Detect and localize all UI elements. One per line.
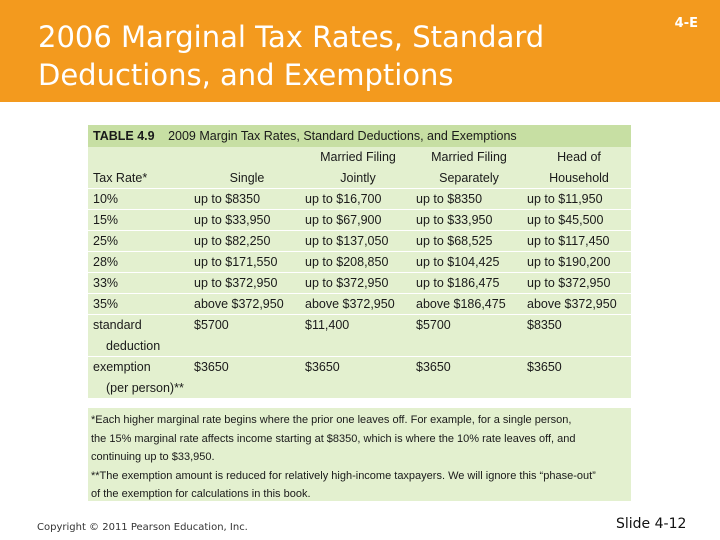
table-cell: up to $82,250 <box>194 234 271 248</box>
table-cell: up to $33,950 <box>416 213 493 227</box>
slide-title-line-1: 2006 Marginal Tax Rates, Standard <box>38 20 545 54</box>
table-footnotes <box>88 408 631 501</box>
table-cell: $3650 <box>416 360 451 374</box>
copyright-notice: Copyright © 2011 Pearson Education, Inc. <box>37 522 248 533</box>
footnote-line: *Each higher marginal rate begins where the prior one leaves off. For example, for a single person, <box>91 414 572 426</box>
table-cell: up to $8350 <box>416 192 483 206</box>
slide-number: Slide 4-12 <box>616 516 687 532</box>
header-cell: Married Filing <box>431 150 507 164</box>
rate-cell: 28% <box>93 255 119 269</box>
header-cell: Single <box>229 171 265 185</box>
table-cell: above $372,950 <box>194 297 284 311</box>
section-tag: 4-E <box>674 16 698 31</box>
table-row <box>88 231 631 252</box>
row-label-sub: (per person)** <box>106 381 184 395</box>
table-cell: above $372,950 <box>305 297 395 311</box>
footnote-line: of the exemption for calculations in this book. <box>91 488 311 500</box>
table-cell: up to $8350 <box>194 192 261 206</box>
footnote-line: continuing up to $33,950. <box>91 451 215 463</box>
table-header-row-top <box>88 147 631 168</box>
table-caption-text: 2009 Margin Tax Rates, Standard Deductions, and Exemptions <box>168 129 517 143</box>
header-cell <box>88 147 189 168</box>
table-cell: up to $186,475 <box>416 276 500 290</box>
table-row <box>88 189 631 210</box>
table-label: TABLE 4.9 <box>93 129 155 143</box>
header-cell: Separately <box>439 171 499 185</box>
rate-cell: 33% <box>93 276 119 290</box>
row-label: standard <box>93 318 142 332</box>
footnote-line: the 15% marginal rate affects income starting at $8350, which is where the 10% rate leaves off, and <box>91 432 576 445</box>
table-cell: up to $171,550 <box>194 255 278 269</box>
table-cell: $11,400 <box>305 318 350 332</box>
exemption-row <box>88 357 631 378</box>
rate-cell: 10% <box>93 192 119 206</box>
row-label-sub: deduction <box>106 339 161 353</box>
table-caption <box>88 125 631 147</box>
table-cell: up to $372,950 <box>194 276 278 290</box>
table-cell: up to $208,850 <box>305 255 389 269</box>
header-cell: Jointly <box>340 171 376 185</box>
header-cell: Tax Rate* <box>93 171 148 185</box>
table-row <box>88 273 631 294</box>
table-row <box>88 210 631 231</box>
table-cell: up to $33,950 <box>194 213 271 227</box>
rate-cell: 25% <box>93 234 119 248</box>
table-cell: above $372,950 <box>527 297 617 311</box>
table-cell: up to $372,950 <box>305 276 389 290</box>
rate-cell: 35% <box>93 297 119 311</box>
table-cell: $3650 <box>305 360 340 374</box>
tax-rate-table <box>88 125 631 399</box>
table-cell: up to $137,050 <box>305 234 389 248</box>
table-cell: up to $117,450 <box>527 234 610 248</box>
table-cell: up to $45,500 <box>527 213 604 227</box>
table-cell: up to $11,950 <box>527 192 603 206</box>
exemption-row-sub <box>88 378 631 399</box>
table-cell: $3650 <box>527 360 562 374</box>
standard-deduction-row <box>88 315 631 336</box>
table-cell: $8350 <box>527 318 562 332</box>
slide-title-line-2: Deductions, and Exemptions <box>38 58 454 92</box>
table-cell: above $186,475 <box>416 297 506 311</box>
header-cell: Head of <box>557 150 601 164</box>
header-cell <box>189 147 300 168</box>
header-cell: Household <box>549 171 609 185</box>
header-cell: Married Filing <box>320 150 396 164</box>
table-cell: up to $16,700 <box>305 192 382 206</box>
table-cell: up to $372,950 <box>527 276 611 290</box>
table-row <box>88 294 631 315</box>
slide-title <box>38 18 638 94</box>
table-body <box>88 147 631 399</box>
table-cell: up to $67,900 <box>305 213 382 227</box>
table-cell: $5700 <box>416 318 451 332</box>
table-cell: up to $190,200 <box>527 255 611 269</box>
row-label: exemption <box>93 360 151 374</box>
table-cell: up to $68,525 <box>416 234 493 248</box>
standard-deduction-row-sub <box>88 336 631 357</box>
table-cell: $3650 <box>194 360 229 374</box>
table-header-row-bottom <box>88 168 631 189</box>
table-cell: $5700 <box>194 318 229 332</box>
footnote-line: **The exemption amount is reduced for relatively high-income taxpayers. We will ignore this “phase-out” <box>91 469 596 482</box>
table-cell: up to $104,425 <box>416 255 500 269</box>
rate-cell: 15% <box>93 213 119 227</box>
table-row <box>88 252 631 273</box>
